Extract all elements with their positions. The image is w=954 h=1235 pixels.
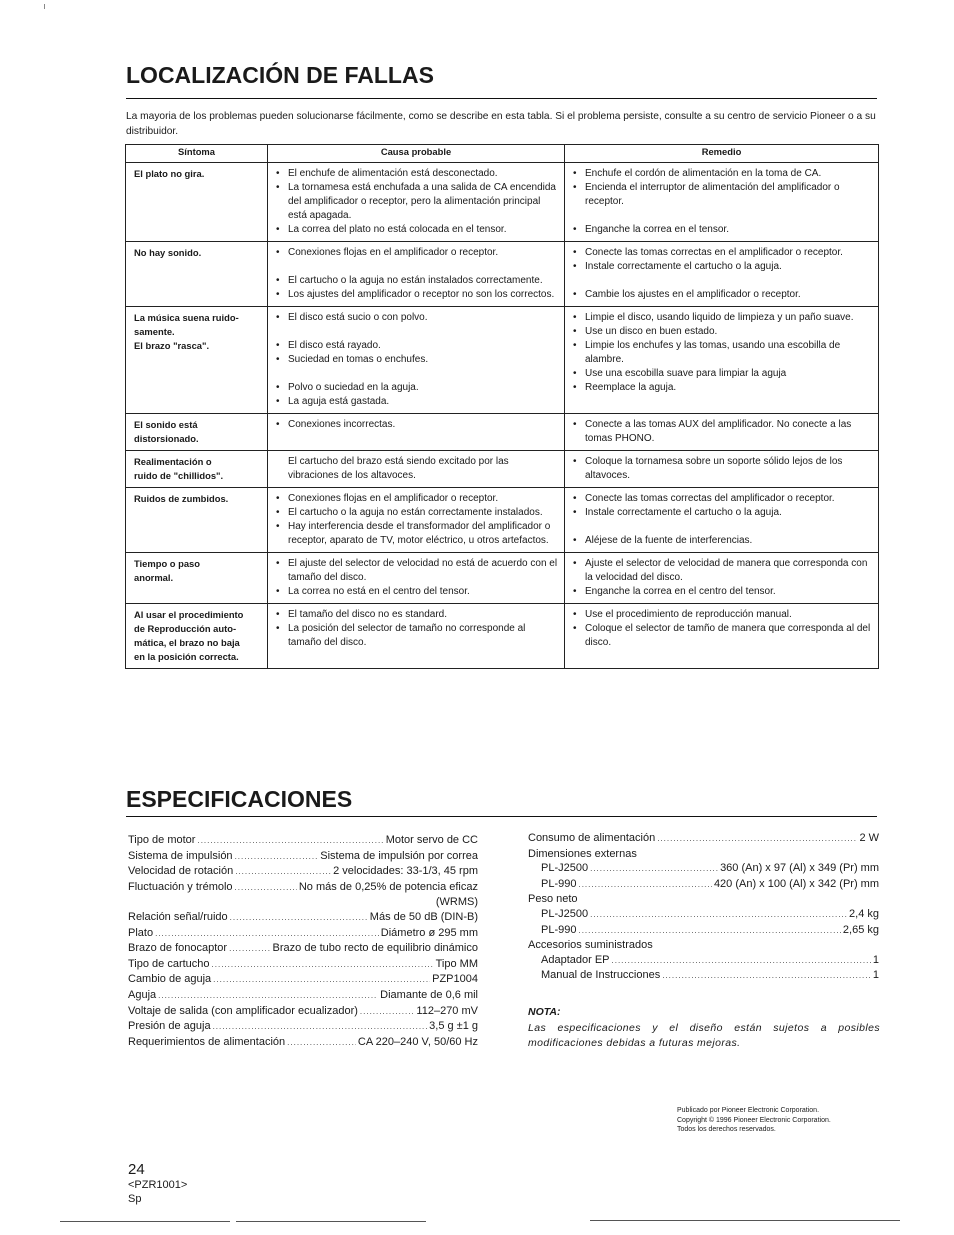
spec-label: PL-990	[541, 877, 577, 890]
spec-value: 112–270 mV	[416, 1004, 478, 1017]
remedy-item: • Use un disco en buen estado.	[573, 325, 874, 339]
cause-item: • La correa del plato no está colocada en el tensor.	[276, 223, 560, 237]
leader-dots	[612, 953, 871, 969]
remedy-item: • Use una escobilla suave para limpiar la aguja	[573, 367, 874, 381]
spec-row	[128, 1035, 478, 1051]
remedy-cell	[565, 553, 879, 604]
spec-row	[528, 892, 879, 907]
symptom-text: de Reproducción auto-	[134, 623, 237, 634]
spec-value: 2 velocidades: 33-1/3, 45 rpm	[333, 865, 478, 878]
publisher-info	[677, 1106, 831, 1135]
spec-label: Plato	[128, 926, 154, 939]
cause-item: • La tornamesa está enchufada a una salida de CA encendida del amplificador o receptor, pero la alimentación principal está apagada.	[276, 181, 560, 223]
remedy-list	[573, 167, 874, 237]
cause-cell	[268, 553, 565, 604]
remedy-item: • Coloque el selector de tamño de manera que corresponda al del disco.	[573, 622, 874, 650]
leader-dots	[213, 972, 430, 988]
spec-label: Relación señal/ruido	[128, 910, 228, 923]
spec-label: Aguja	[128, 988, 157, 1001]
cause-cell	[268, 604, 565, 669]
symptom-text: anormal.	[134, 572, 174, 583]
spec-value: Más de 50 dB (DIN-B)	[369, 910, 478, 923]
cause-list	[276, 557, 560, 599]
spec-row	[528, 923, 879, 939]
spec-row	[128, 910, 478, 926]
spec-label: PL-J2500	[541, 907, 589, 920]
table-row	[126, 553, 879, 604]
spec-value: CA 220–240 V, 50/60 Hz	[357, 1035, 478, 1048]
cause-item: • El tamaño del disco no es standard.	[276, 608, 560, 622]
remedy-item: • Coloque la tornamesa sobre un soporte sólido lejos de los altavoces.	[573, 455, 874, 483]
cause-item: • El disco está sucio o con polvo.	[276, 311, 560, 325]
leader-dots	[230, 910, 368, 926]
leader-dots	[287, 1035, 356, 1051]
spec-value: 2,4 kg	[849, 907, 879, 920]
leader-dots	[578, 877, 711, 893]
spec-value: Diámetro ø 295 mm	[380, 926, 478, 939]
spec-row	[528, 953, 879, 969]
cause-item: • Conexiones flojas en el amplificador o receptor.	[276, 492, 560, 506]
leader-dots	[197, 833, 383, 849]
spec-label: Manual de Instrucciones	[541, 969, 661, 982]
spacer	[276, 260, 560, 274]
symptom-cell	[126, 414, 268, 451]
cause-item: • El enchufe de alimentación está desconectado.	[276, 167, 560, 181]
spec-value: 2 W	[859, 832, 879, 844]
remedy-item: • Ajuste el selector de velocidad de manera que corresponda con la velocidad del disco.	[573, 557, 874, 585]
remedy-item: • Enganche la correa en el centro del tensor.	[573, 585, 874, 599]
spacer	[573, 274, 874, 288]
cause-list	[276, 246, 560, 302]
remedy-item: • Use el procedimiento de reproducción manual.	[573, 608, 874, 622]
symptom-cell	[126, 451, 268, 488]
spec-row	[528, 938, 879, 953]
remedy-item: • Conecte las tomas correctas en el amplificador o receptor.	[573, 246, 874, 260]
leader-dots	[662, 968, 871, 984]
spacer	[276, 325, 560, 339]
remedy-cell	[565, 163, 879, 242]
remedy-item: • Enchufe el cordón de alimentación en la toma de CA.	[573, 167, 874, 181]
remedy-item: • Reemplace la aguja.	[573, 381, 874, 395]
symptom-cell	[126, 307, 268, 414]
spec-value: Brazo de tubo recto de equilibrio dinámico	[272, 942, 478, 955]
cause-item: • La correa no está en el centro del tensor.	[276, 585, 560, 599]
spec-row	[528, 861, 879, 877]
symptom-text: Al usar el procedimiento	[134, 609, 244, 620]
spec-row	[128, 988, 478, 1004]
remedy-list	[573, 246, 874, 302]
spec-row	[128, 864, 478, 880]
spec-row	[128, 833, 478, 849]
spec-value: Motor servo de CC	[385, 834, 478, 846]
table-row	[126, 488, 879, 553]
remedy-list	[573, 557, 874, 599]
spec-label: Velocidad de rotación	[128, 865, 234, 878]
spec-label: Fluctuación y trémolo	[128, 880, 233, 893]
leader-dots	[212, 957, 434, 973]
spec-row	[128, 880, 478, 896]
cause-list	[276, 311, 560, 409]
remedy-cell	[565, 414, 879, 451]
cause-item: El cartucho del brazo está siendo excitado por las vibraciones de los altavoces.	[288, 456, 509, 481]
spec-value: 1	[872, 953, 879, 966]
cause-cell	[268, 242, 565, 307]
remedy-cell	[565, 242, 879, 307]
spacer	[276, 367, 560, 381]
cause-list	[276, 455, 560, 483]
document-code: <PZR1001>	[128, 1179, 188, 1191]
spec-row	[128, 957, 478, 973]
cause-item: • El cartucho o la aguja no están correctamente instalados.	[276, 506, 560, 520]
header-cause: Causa probable	[268, 145, 565, 163]
remedy-list	[573, 492, 874, 548]
copyright-line: Copyright © 1996 Pioneer Electronic Corporation.	[677, 1116, 831, 1124]
symptom-text: ruido de "chillidos".	[134, 470, 224, 481]
spec-row	[128, 849, 478, 865]
spec-row	[528, 968, 879, 984]
specs-left-column	[128, 833, 478, 1050]
leader-dots	[235, 864, 331, 880]
symptom-text: distorsionado.	[134, 433, 199, 444]
spec-value: 2,65 kg	[842, 923, 879, 936]
spec-row	[528, 831, 879, 847]
spec-label: Voltaje de salida (con amplificador ecualizador)	[128, 1004, 358, 1017]
spec-row	[528, 907, 879, 923]
spec-label: PL-J2500	[541, 862, 589, 875]
troubleshooting-table	[125, 144, 879, 669]
spec-heading: Accesorios suministrados	[528, 939, 653, 952]
table-row	[126, 604, 879, 669]
cause-list	[276, 492, 560, 548]
spec-label: Presión de aguja	[128, 1020, 211, 1033]
symptom-text: No hay sonido.	[134, 247, 202, 258]
spec-label: Cambio de aguja	[128, 973, 212, 986]
symptom-cell	[126, 242, 268, 307]
spec-row	[128, 1019, 478, 1035]
symptom-text: mática, el brazo no baja	[134, 637, 240, 648]
cause-item: • El cartucho o la aguja no están instalados correctamente.	[276, 274, 560, 288]
spec-row	[528, 877, 879, 893]
remedy-list	[573, 311, 874, 395]
cause-list	[276, 418, 560, 432]
cause-item: • El disco está rayado.	[276, 339, 560, 353]
bottom-rule-left	[60, 1221, 230, 1222]
symptom-cell	[126, 488, 268, 553]
symptom-text: La música suena ruido-	[134, 312, 239, 323]
leader-dots	[155, 926, 379, 942]
table-body	[126, 163, 879, 669]
symptom-cell	[126, 604, 268, 669]
troubleshooting-title: LOCALIZACIÓN DE FALLAS	[126, 62, 434, 88]
leader-dots	[229, 941, 270, 957]
leader-dots	[360, 1004, 415, 1020]
remedy-cell	[565, 488, 879, 553]
leader-dots	[235, 880, 297, 896]
remedy-list	[573, 418, 874, 446]
remedy-item: • Enganche la correa en el tensor.	[573, 223, 874, 237]
cause-list	[276, 608, 560, 650]
cause-cell	[268, 488, 565, 553]
cause-item: • La aguja está gastada.	[276, 395, 560, 409]
remedy-list	[573, 455, 874, 483]
cause-list	[276, 167, 560, 237]
remedy-cell	[565, 451, 879, 488]
header-symptom: Síntoma	[126, 145, 268, 163]
spec-value: Sistema de impulsión por correa	[320, 849, 478, 862]
remedy-item: • Instale correctamente el cartucho o la aguja.	[573, 260, 874, 274]
page-number: 24	[128, 1161, 145, 1178]
symptom-text: El brazo "rasca".	[134, 340, 210, 351]
symptom-text: Ruidos de zumbidos.	[134, 493, 229, 504]
publisher-line: Publicado por Pioneer Electronic Corporation.	[677, 1107, 820, 1114]
page-footer	[128, 1162, 187, 1206]
cause-cell	[268, 451, 565, 488]
remedy-item: • Conecte las tomas correctas del amplificador o receptor.	[573, 492, 874, 506]
spec-value: No más de 0,25% de potencia eficaz	[298, 880, 478, 893]
cause-item: • Hay interferencia desde el transformador del amplificador o receptor, aparato de TV, motor eléctrico, u otros artefactos.	[276, 520, 560, 548]
remedy-list	[573, 608, 874, 650]
spec-row	[128, 926, 478, 942]
leader-dots	[657, 831, 857, 847]
symptom-text: Realimentación o	[134, 456, 212, 467]
remedy-item: • Conecte a las tomas AUX del amplificador. No conecte a las tomas PHONO.	[573, 418, 874, 446]
spec-label: Tipo de cartucho	[128, 957, 210, 970]
spec-row	[128, 941, 478, 957]
spec-label: Sistema de impulsión	[128, 849, 233, 862]
cause-item: • Conexiones flojas en el amplificador o receptor.	[276, 246, 560, 260]
table-row	[126, 414, 879, 451]
spec-value: (WRMS)	[435, 896, 478, 909]
spec-row	[528, 847, 879, 862]
note-title: NOTA:	[528, 1006, 561, 1018]
spec-value: 360 (An) x 97 (Al) x 349 (Pr) mm	[720, 862, 879, 875]
spec-label: Tipo de motor	[128, 834, 196, 846]
scan-mark	[44, 4, 47, 9]
spacer	[573, 520, 874, 534]
table-row	[126, 307, 879, 414]
table-row	[126, 242, 879, 307]
spec-value: 420 (An) x 100 (Al) x 342 (Pr) mm	[713, 877, 879, 890]
symptom-cell	[126, 163, 268, 242]
remedy-item: • Encienda el interruptor de alimentación del amplificador o receptor.	[573, 181, 874, 209]
remedy-item: • Cambie los ajustes en el amplificador o receptor.	[573, 288, 874, 302]
leader-dots	[590, 861, 718, 877]
spec-heading: Peso neto	[528, 893, 578, 906]
cause-cell	[268, 307, 565, 414]
note-text: Las especificaciones y el diseño están sujetos a posibles modificaciones debidas a futuras mejoras.	[528, 1022, 880, 1049]
spec-row	[128, 895, 478, 910]
symptom-cell	[126, 553, 268, 604]
spec-label: PL-990	[541, 923, 577, 936]
symptom-text: El plato no gira.	[134, 168, 205, 179]
cause-cell	[268, 163, 565, 242]
spec-row	[128, 1004, 478, 1020]
remedy-item: • Aléjese de la fuente de interferencias.	[573, 534, 874, 548]
leader-dots	[213, 1019, 428, 1035]
specs-title: ESPECIFICACIONES	[126, 786, 353, 812]
cause-item: • Los ajustes del amplificador o receptor no son los correctos.	[276, 288, 560, 302]
specs-right-column	[528, 831, 879, 984]
symptom-text: El sonido está	[134, 419, 198, 430]
table-row	[126, 163, 879, 242]
remedy-item: • Limpie el disco, usando liquido de limpieza y un paño suave.	[573, 311, 874, 325]
cause-item: • Polvo o suciedad en la aguja.	[276, 381, 560, 395]
language-code: Sp	[128, 1193, 142, 1205]
spacer	[573, 209, 874, 223]
symptom-text: samente.	[134, 326, 175, 337]
title-rule	[126, 98, 877, 99]
spec-label: Brazo de fonocaptor	[128, 942, 228, 955]
spec-heading: Dimensiones externas	[528, 847, 637, 860]
spec-label: Requerimientos de alimentación	[128, 1035, 286, 1048]
cause-item: • Suciedad en tomas o enchufes.	[276, 353, 560, 367]
cause-cell	[268, 414, 565, 451]
leader-dots	[235, 849, 319, 865]
bottom-rule-mid	[236, 1221, 426, 1222]
spec-value: 3,5 g ±1 g	[429, 1020, 478, 1033]
cause-item: • Conexiones incorrectas.	[276, 418, 560, 432]
spec-label: Adaptador EP	[541, 953, 610, 966]
spec-value: Tipo MM	[435, 957, 478, 970]
table-header-row	[126, 145, 879, 163]
symptom-text: Tiempo o paso	[134, 558, 200, 569]
remedy-item: • Instale correctamente el cartucho o la aguja.	[573, 506, 874, 520]
spec-value: PZP1004	[432, 973, 478, 986]
spec-row	[128, 972, 478, 988]
spec-label: Consumo de alimentación	[528, 832, 656, 844]
rights-line: Todos los derechos reservados.	[677, 1126, 776, 1133]
remedy-item: • Limpie los enchufes y las tomas, usando una escobilla de alambre.	[573, 339, 874, 367]
cause-item: • La posición del selector de tamaño no corresponde al tamaño del disco.	[276, 622, 560, 650]
leader-dots	[578, 923, 840, 939]
spec-value: 1	[872, 969, 879, 982]
bottom-rule-right	[590, 1220, 900, 1221]
symptom-text: en la posición correcta.	[134, 651, 239, 662]
leader-dots	[590, 907, 847, 923]
cause-item: • El ajuste del selector de velocidad no está de acuerdo con el tamaño del disco.	[276, 557, 560, 585]
table-row	[126, 451, 879, 488]
leader-dots	[158, 988, 378, 1004]
intro-text: La mayoria de los problemas pueden solucionarse fácilmente, como se describe en esta tabla. Si el problema persiste, consulte a su centro de servicio Pioneer o a su distribuidor.	[126, 111, 876, 137]
header-remedy: Remedio	[565, 145, 879, 163]
spec-value: Diamante de 0,6 mil	[380, 988, 478, 1001]
specs-rule	[126, 816, 877, 817]
remedy-cell	[565, 604, 879, 669]
remedy-cell	[565, 307, 879, 414]
